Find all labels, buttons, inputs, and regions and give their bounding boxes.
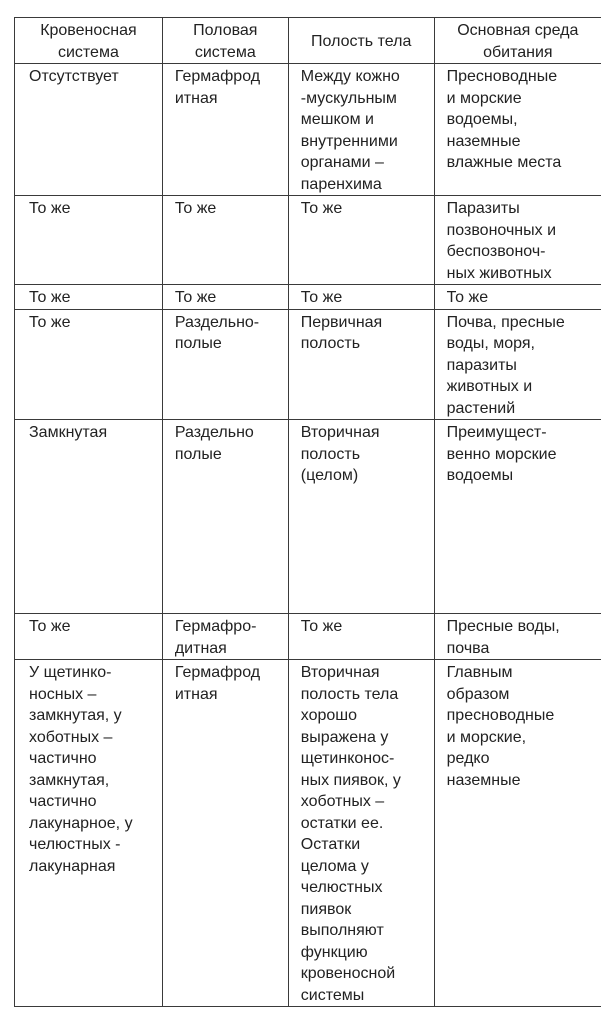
table-cell: Пресноводные и морские водоемы, наземные влажные места [434, 64, 601, 196]
table-cell: Пресные воды, почва [434, 614, 601, 660]
table-cell: То же [434, 285, 601, 310]
data-table [14, 17, 601, 1007]
header-cell: Полость тела [288, 18, 434, 64]
table-cell: Гермафрод итная [162, 660, 288, 1007]
table-cell: То же [15, 285, 163, 310]
table-cell: Отсутствует [15, 64, 163, 196]
table-cell: Вторичная полость тела хорошо выражена у щетинконос- ных пиявок, у хоботных – остатки ее. Остатки целома у челюстных пиявок выполняют функцию кровеносной системы [288, 660, 434, 1007]
table-row [15, 64, 601, 196]
header-cell: Основная среда обитания [434, 18, 601, 64]
table-cell: Первичная полость [288, 309, 434, 420]
table-row [15, 614, 601, 660]
table-cell: Гермафро- дитная [162, 614, 288, 660]
table-cell: У щетинко- носных – замкнутая, у хоботных – частично замкнутая, частично лакунарное, у челюстных - лакунарная [15, 660, 163, 1007]
table-row [15, 309, 601, 420]
table-cell: То же [288, 196, 434, 285]
table-cell: Раздельно полые [162, 420, 288, 614]
table-cell: То же [162, 285, 288, 310]
table-cell: Раздельно- полые [162, 309, 288, 420]
header-cell: Кровеносная система [15, 18, 163, 64]
table-cell: Замкнутая [15, 420, 163, 614]
table-cell: Преимущест- венно морские водоемы [434, 420, 601, 614]
table-cell: Вторичная полость (целом) [288, 420, 434, 614]
table-cell: Гермафрод итная [162, 64, 288, 196]
table-cell: То же [15, 309, 163, 420]
table-cell: То же [162, 196, 288, 285]
table-row [15, 285, 601, 310]
table-cell: Главным образом пресноводные и морские, редко наземные [434, 660, 601, 1007]
table-row [15, 660, 601, 1007]
table-cell: Между кожно -мускульным мешком и внутренними органами – паренхима [288, 64, 434, 196]
table-row [15, 420, 601, 614]
table-cell: То же [288, 285, 434, 310]
table-cell: Почва, пресные воды, моря, паразиты животных и растений [434, 309, 601, 420]
table-cell: То же [288, 614, 434, 660]
header-cell: Половая система [162, 18, 288, 64]
header-row [15, 18, 601, 64]
table-cell: Паразиты позвоночных и беспозвоноч- ных животных [434, 196, 601, 285]
table-cell: То же [15, 196, 163, 285]
table-cell: То же [15, 614, 163, 660]
table-row [15, 196, 601, 285]
